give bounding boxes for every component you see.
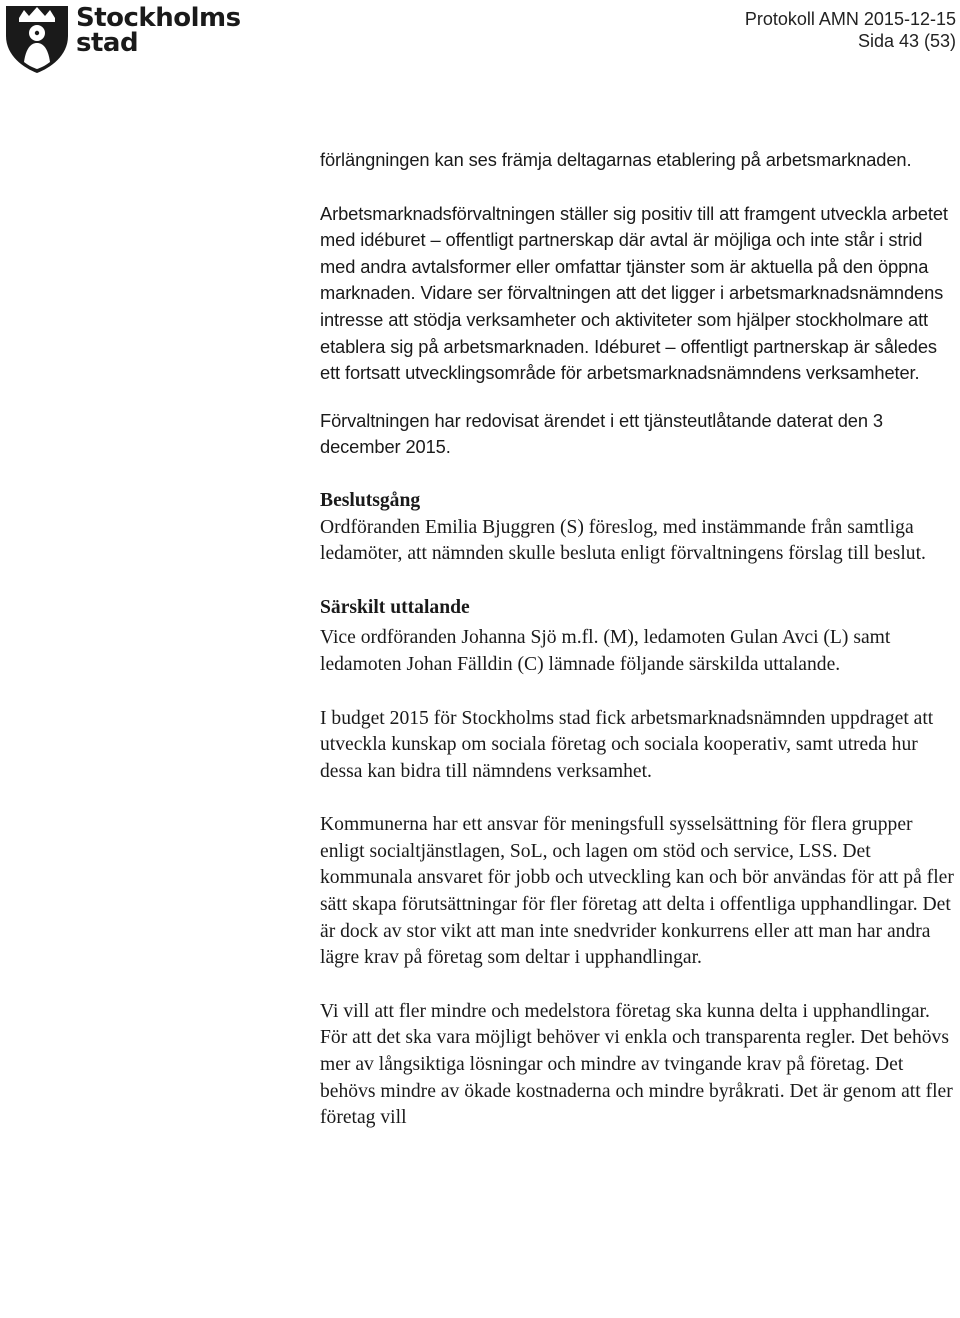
heading-beslutsgang: Beslutsgång: [320, 489, 421, 511]
heading-sarskilt-uttalande: Särskilt uttalande: [320, 596, 470, 618]
logo-wordmark: [76, 3, 241, 58]
paragraph-6: I budget 2015 för Stockholms stad fick arbetsmarknadsnämnden uppdraget att utveckla kunskap om sociala företag och sociala kooperativ, samt utreda hur dessa kan bidra till nämndens verksamhet.: [320, 707, 934, 782]
stockholms-stad-logo: [4, 2, 241, 74]
paragraph-2: Arbetsmarknadsförvaltningen ställer sig positiv till att framgent utveckla arbetet med idéburet – offentligt partnerskap där avtal är möjliga och inte står i strid med andra avtalsformer eller omfattar tjänster som är aktuella på den öppna marknaden. Vidare ser förvaltningen att det ligger i arbetsmarknadsnämndens intresse att stödja verksamheter och aktiviteter som hjälper stockholmare att etablera sig på arbetsmarknaden. Idéburet – offentligt partnerskap är således ett fortsatt utvecklingsområde för arbetsmarknadsnämndens verksamheter.: [320, 202, 948, 384]
document-body: [320, 147, 960, 1132]
page-number: Sida 43 (53): [857, 31, 956, 51]
logo-line-2: stad: [76, 28, 139, 58]
logo-line-1: Stockholms: [76, 3, 241, 33]
city-crest-icon: [4, 2, 70, 74]
paragraph-1: förlängningen kan ses främja deltagarnas etablering på arbetsmarknaden.: [320, 149, 912, 170]
protocol-title: Protokoll AMN 2015-12-15: [744, 9, 956, 29]
paragraph-4: Ordföranden Emilia Bjuggren (S) föreslog, med instämmande från samtliga ledamöter, att nämnden skulle besluta enligt förvaltningens förslag till beslut.: [320, 516, 926, 565]
paragraph-8: Vi vill att fler mindre och medelstora företag ska kunna delta i upphandlingar. För att det ska vara möjligt behöver vi enkla och transparenta regler. Det behövs mer av långsiktiga lösningar och mindre av tvingande krav på företag. Det behövs mindre av ökade kostnaderna och mindre byråkrati. Det är genom att fler företag vill: [320, 1000, 953, 1129]
paragraph-7: Kommunerna har ett ansvar för meningsfull sysselsättning för flera grupper enligt socialtjänstlagen, SoL, och lagen om stöd och service, LSS. Det kommunala ansvaret för jobb och utveckling kan och bör användas för att på fler sätt skapa förutsättningar för fler företag att delta i offentliga upphandlingar. Det är dock av stor vikt att man inte snedvrider konkurrens eller att man har andra lägre krav på företag som deltar i upphandlingar.: [320, 814, 954, 969]
paragraph-3: Förvaltningen har redovisat ärendet i ett tjänsteutlåtande daterat den 3 december 2015.: [320, 409, 883, 458]
page-header-info: [745, 8, 956, 52]
paragraph-5: Vice ordföranden Johanna Sjö m.fl. (M), ledamoten Gulan Avci (L) samt ledamoten Johan Fälldin (C) lämnade följande särskilda uttalande.: [320, 627, 891, 675]
